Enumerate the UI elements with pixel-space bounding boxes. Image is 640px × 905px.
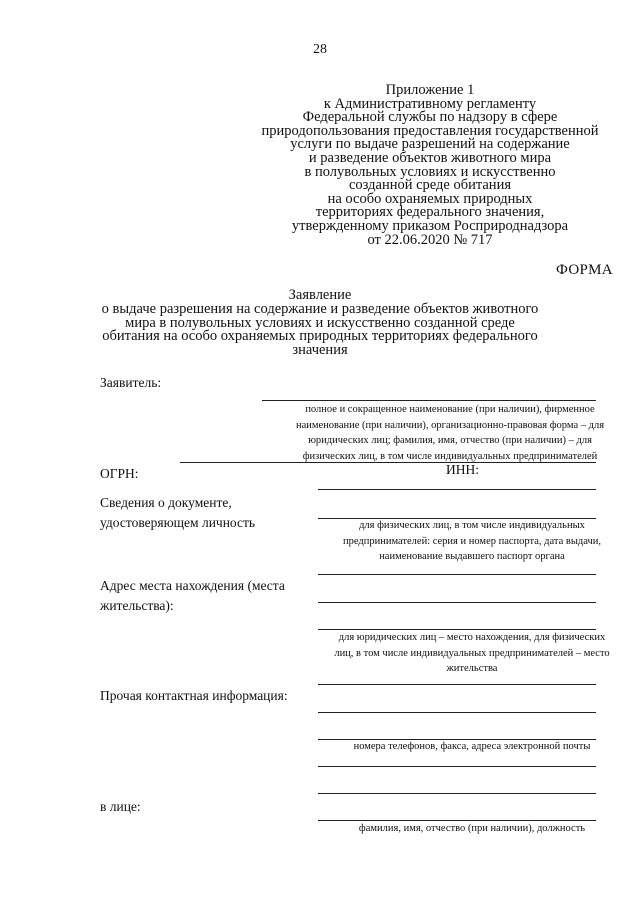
label-line: Сведения о документе,	[100, 495, 232, 510]
appendix-header	[240, 84, 620, 247]
hint-line: юридических лиц; фамилия, имя, отчество (при наличии) – для	[308, 435, 592, 446]
appendix-line: в полувольных условиях и искусственно	[304, 163, 556, 180]
form-label: ФОРМА	[556, 262, 613, 278]
page-number: 28	[313, 42, 327, 57]
hint-line: для юридических лиц – место нахождения, для физических	[338, 632, 606, 643]
hint-line: физических лиц, в том числе индивидуальных предпринимателей	[302, 450, 598, 462]
hint-line: наименование (при наличии), организационно-правовая форма – для	[295, 419, 605, 431]
appendix-line: к Административному регламенту	[323, 95, 537, 112]
identity-doc-line-2[interactable]	[318, 574, 596, 575]
representative-label: в лице:	[100, 799, 141, 814]
hint-line: предпринимателей: серия и номер паспорта, дата выдачи,	[343, 535, 601, 547]
address-line-3[interactable]	[318, 684, 596, 685]
inn-label: ИНН:	[446, 462, 479, 477]
hint-line: фамилия, имя, отчество (при наличии), должность	[358, 823, 586, 834]
address-input-line[interactable]	[318, 602, 596, 603]
document-title	[90, 289, 550, 358]
appendix-line: на особо охраняемых природных	[327, 190, 533, 207]
hint-line: для физических лиц, в том числе индивидуальных	[359, 520, 585, 531]
appendix-line: услуги по выдаче разрешений на содержание	[290, 136, 570, 153]
hint-line: наименование выдавшего паспорт органа	[379, 551, 565, 562]
hint-line: номера телефонов, факса, адреса электронной почты	[353, 741, 591, 752]
appendix-line: природопользования предоставления государственной	[261, 122, 599, 139]
applicant-line-2[interactable]	[180, 462, 596, 463]
title-line: о выдаче разрешения на содержание и разведение объектов животного	[101, 300, 539, 317]
identity-doc-hint	[322, 518, 622, 565]
hint-line: жительства	[446, 663, 498, 674]
inn-input-line[interactable]	[318, 489, 596, 490]
title-line: мира в полувольных условиях и искусственно созданной среде	[125, 314, 515, 331]
appendix-line: и разведение объектов животного мира	[308, 149, 552, 166]
address-label	[100, 576, 285, 616]
title-line: значения	[292, 342, 348, 359]
address-hint	[322, 630, 622, 677]
label-line: удостоверяющем личность	[100, 515, 256, 530]
identity-doc-label	[100, 493, 255, 533]
contacts-hint	[322, 739, 622, 755]
representative-hint	[322, 821, 622, 837]
title-line: Заявление	[288, 287, 352, 303]
contacts-label: Прочая контактная информация:	[100, 688, 288, 703]
label-line: Адрес места нахождения (места	[100, 578, 285, 593]
contacts-line-3[interactable]	[318, 766, 596, 767]
appendix-line: от 22.06.2020 № 717	[367, 231, 493, 248]
appendix-line: Приложение 1	[385, 82, 475, 98]
applicant-input-line[interactable]	[262, 400, 596, 401]
contacts-input-line[interactable]	[318, 712, 596, 713]
label-line: жительства):	[100, 598, 174, 613]
appendix-line: созданной среде обитания	[348, 177, 511, 194]
contacts-line-4[interactable]	[318, 793, 596, 794]
hint-line: полное и сокращенное наименование (при наличии), фирменное	[305, 404, 595, 415]
hint-line: лиц, в том числе индивидуальных предпринимателей – место	[334, 647, 610, 659]
title-line: обитания на особо охраняемых природных территориях федерального	[102, 328, 538, 345]
applicant-label: Заявитель:	[100, 375, 162, 390]
appendix-line: территориях федерального значения,	[315, 204, 545, 221]
appendix-line: утвержденному приказом Росприроднадзора	[291, 217, 569, 234]
ogrn-label: ОГРН:	[100, 466, 139, 481]
applicant-hint	[285, 402, 615, 464]
appendix-line: Федеральной службы по надзору в сфере	[302, 109, 558, 126]
